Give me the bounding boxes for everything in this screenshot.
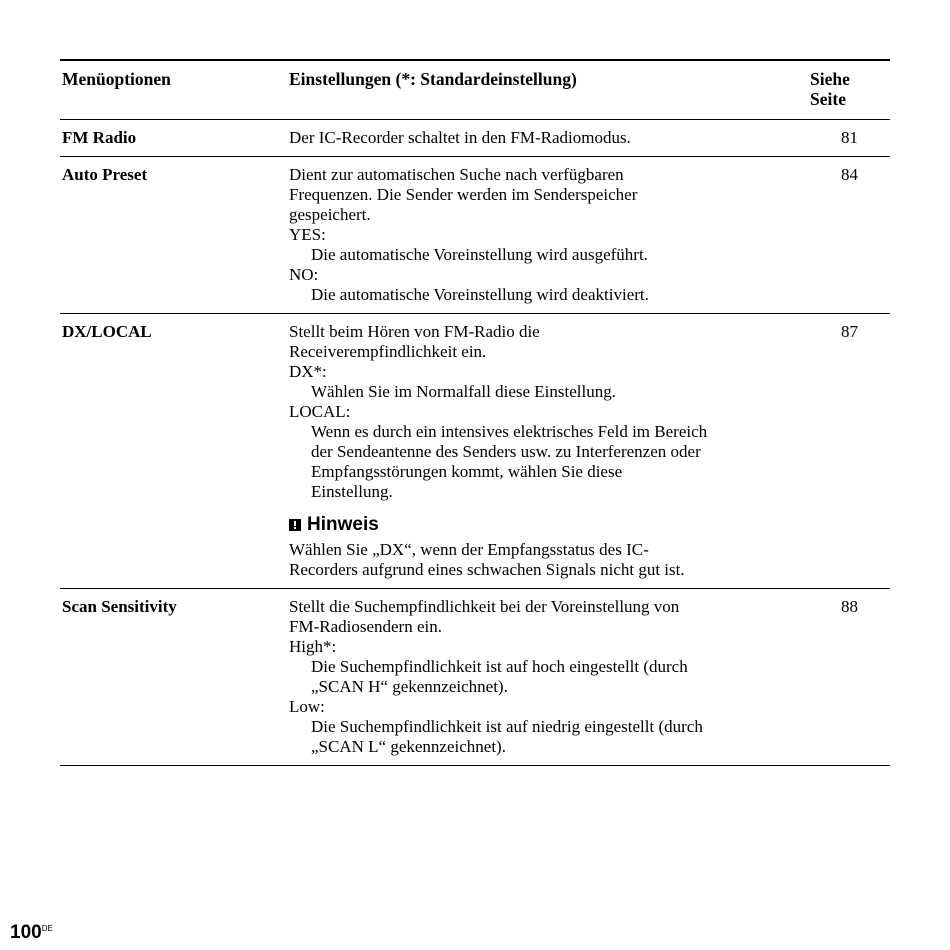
settings-line: Stellt die Suchempfindlichkeit bei der Voreinstellung von bbox=[289, 597, 680, 616]
settings-value-description: Die automatische Voreinstellung wird ausgeführt. bbox=[311, 245, 648, 264]
settings-value-description: „SCAN H“ gekennzeichnet). bbox=[311, 677, 508, 696]
table-row-fm-radio bbox=[60, 120, 890, 157]
note-heading bbox=[289, 514, 807, 536]
option-name: FM Radio bbox=[62, 128, 137, 147]
settings-line: Stellt beim Hören von FM-Radio die bbox=[289, 322, 540, 341]
header-settings: Einstellungen (*: Standardeinstellung) bbox=[289, 69, 577, 89]
header-menu-options: Menüoptionen bbox=[62, 69, 171, 89]
settings-value-label: LOCAL: bbox=[289, 402, 351, 421]
table-row-scan-sensitivity bbox=[60, 589, 890, 766]
option-settings bbox=[289, 314, 807, 588]
settings-value-label: NO: bbox=[289, 265, 319, 284]
settings-value-description: Einstellung. bbox=[311, 482, 393, 501]
note-text: Wählen Sie „DX“, wenn der Empfangsstatus des IC- bbox=[289, 540, 649, 559]
settings-value-description: Wenn es durch ein intensives elektrisches Feld im Bereich bbox=[311, 422, 708, 441]
settings-line: gespeichert. bbox=[289, 205, 371, 224]
settings-line: Dient zur automatischen Suche nach verfügbaren bbox=[289, 165, 624, 184]
settings-value-description: der Sendeantenne des Senders usw. zu Interferenzen oder bbox=[311, 442, 701, 461]
settings-line: Der IC-Recorder schaltet in den FM-Radiomodus. bbox=[289, 128, 631, 147]
option-settings bbox=[289, 120, 807, 156]
settings-line: Receiverempfindlichkeit ein. bbox=[289, 342, 487, 361]
settings-line: FM-Radiosendern ein. bbox=[289, 617, 442, 636]
settings-value-label: High*: bbox=[289, 637, 337, 656]
settings-value-description: „SCAN L“ gekennzeichnet). bbox=[311, 737, 506, 756]
settings-line: Frequenzen. Die Sender werden im Senderspeicher bbox=[289, 185, 638, 204]
table-row-dx-local bbox=[60, 314, 890, 589]
settings-value-description: Die Suchempfindlichkeit ist auf hoch eingestellt (durch bbox=[311, 657, 688, 676]
table-row-auto-preset bbox=[60, 157, 890, 314]
header-see-page-text: Siehe Seite bbox=[810, 69, 850, 109]
note-title-text: Hinweis bbox=[307, 514, 379, 535]
page-number bbox=[10, 922, 53, 944]
option-settings bbox=[289, 157, 807, 313]
option-name: DX/LOCAL bbox=[62, 322, 152, 341]
option-name: Auto Preset bbox=[62, 165, 148, 184]
settings-value-description: Die Suchempfindlichkeit ist auf niedrig eingestellt (durch bbox=[311, 717, 703, 736]
page-number-value: 100 bbox=[10, 922, 42, 943]
settings-table bbox=[60, 59, 890, 766]
note-text: Recorders aufgrund eines schwachen Signals nicht gut ist. bbox=[289, 560, 685, 579]
settings-value-label: YES: bbox=[289, 225, 326, 244]
table-header-row bbox=[60, 61, 890, 120]
page-number-suffix: DE bbox=[41, 924, 53, 933]
option-name: Scan Sensitivity bbox=[62, 597, 177, 616]
settings-value-description: Empfangsstörungen kommt, wählen Sie diese bbox=[311, 462, 623, 481]
note-icon bbox=[289, 519, 301, 531]
header-see-page bbox=[807, 61, 885, 119]
option-settings bbox=[289, 589, 807, 765]
page-reference: 81 bbox=[841, 128, 858, 147]
page-reference: 87 bbox=[841, 322, 858, 341]
settings-value-description: Wählen Sie im Normalfall diese Einstellung. bbox=[311, 382, 616, 401]
page-reference: 84 bbox=[841, 165, 858, 184]
settings-value-label: DX*: bbox=[289, 362, 327, 381]
settings-value-description: Die automatische Voreinstellung wird deaktiviert. bbox=[311, 285, 649, 304]
settings-value-label: Low: bbox=[289, 697, 325, 716]
page-reference: 88 bbox=[841, 597, 858, 616]
